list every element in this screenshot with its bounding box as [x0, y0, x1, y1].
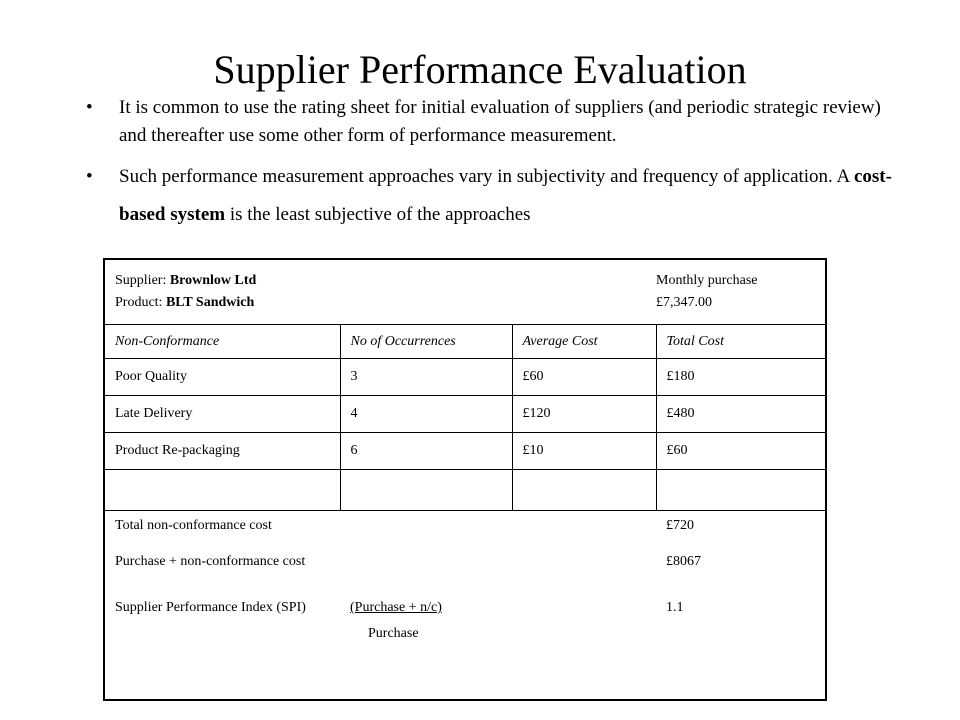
bullet-text: It is common to use the rating sheet for initial evaluation of suppliers (and periodic strategic review) and thereafter use some other form of performance measurement.	[119, 97, 881, 146]
table-cell: £120	[512, 396, 656, 433]
table-cell: Late Delivery	[104, 396, 340, 433]
bullet-icon: •	[86, 97, 93, 118]
spi-formula	[340, 511, 656, 701]
table-cell: 4	[340, 396, 512, 433]
monthly-purchase-info	[656, 259, 826, 325]
empty-cell	[340, 470, 512, 511]
table-cell: £180	[656, 359, 826, 396]
table-row	[104, 433, 826, 470]
column-header: Non-Conformance	[104, 325, 340, 359]
product-line	[115, 292, 656, 314]
summary-block	[104, 511, 826, 701]
monthly-value: £7,347.00	[656, 295, 713, 310]
column-header: Total Cost	[656, 325, 826, 359]
table-cell: £60	[512, 359, 656, 396]
empty-cell	[512, 470, 656, 511]
bullet-icon: •	[86, 166, 93, 187]
column-header: No of Occurrences	[340, 325, 512, 359]
evaluation-table	[103, 258, 827, 701]
empty-row	[104, 470, 826, 511]
supplier-label: Supplier:	[115, 273, 170, 288]
purchase-nc-value: £8067	[666, 554, 702, 569]
total-nc-value: £720	[666, 518, 695, 533]
summary-labels	[104, 511, 340, 701]
table-cell: £60	[656, 433, 826, 470]
table-cell: Product Re-packaging	[104, 433, 340, 470]
column-header: Average Cost	[512, 325, 656, 359]
table-row	[104, 359, 826, 396]
supplier-line	[115, 270, 656, 292]
product-label: Product:	[115, 295, 166, 310]
bullet-text-post: is the least subjective of the approaches	[225, 204, 531, 225]
table-cell: £10	[512, 433, 656, 470]
purchase-nc-label: Purchase + non-conformance cost	[115, 554, 306, 569]
supplier-name: Brownlow Ltd	[169, 273, 257, 288]
empty-cell	[104, 470, 340, 511]
slide-title: Supplier Performance Evaluation	[213, 47, 747, 92]
summary-values	[656, 511, 826, 701]
bullet-text-pre: Such performance measurement approaches vary in subjectivity and frequency of application. A	[119, 166, 854, 187]
table-header-block	[104, 259, 826, 325]
table-cell: Poor Quality	[104, 359, 340, 396]
table-row	[104, 396, 826, 433]
supplier-info	[104, 259, 656, 325]
total-nc-label: Total non-conformance cost	[115, 518, 272, 533]
column-header-row	[104, 325, 826, 359]
table-cell: £480	[656, 396, 826, 433]
table-cell: 3	[340, 359, 512, 396]
bullet-list	[82, 94, 912, 234]
bullet-item	[82, 94, 912, 150]
product-name: BLT Sandwich	[165, 295, 255, 310]
spi-label: Supplier Performance Index (SPI)	[115, 600, 306, 615]
bullet-item	[82, 158, 912, 234]
empty-cell	[656, 470, 826, 511]
table-cell: 6	[340, 433, 512, 470]
monthly-label: Monthly purchase	[656, 273, 758, 288]
bullet-text-bold: cost-based system	[119, 166, 892, 225]
spi-value: 1.1	[666, 600, 684, 615]
spi-numerator: (Purchase + n/c)	[350, 600, 442, 615]
spi-denominator: Purchase	[368, 626, 419, 641]
